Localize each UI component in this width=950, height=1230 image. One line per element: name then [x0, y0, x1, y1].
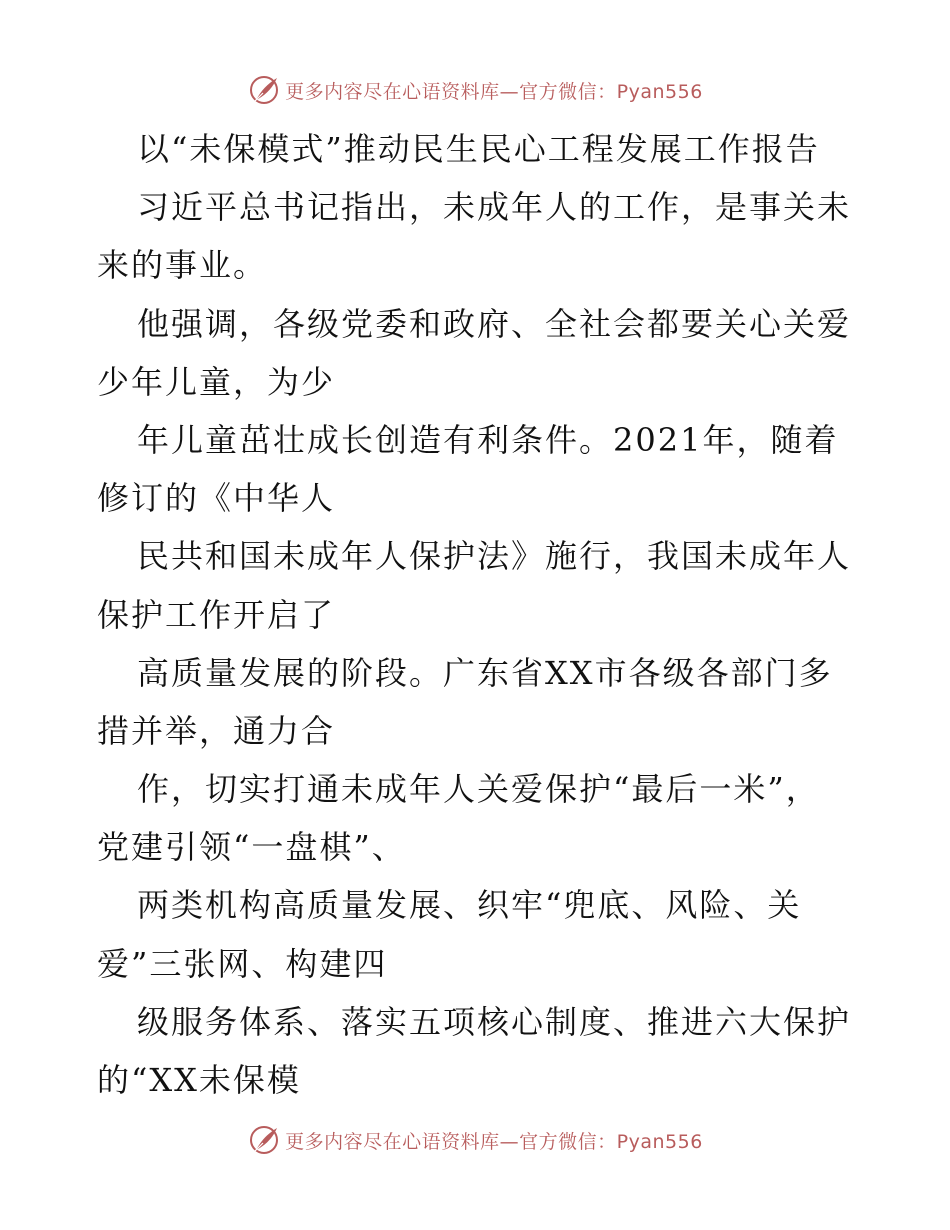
paragraph-line: 修订的《中华人: [97, 479, 336, 518]
paragraph-line: 来的事业。: [97, 246, 268, 285]
paragraph-line: 民共和国未成年人保护法》施行，我国未成年人: [137, 537, 852, 576]
feather-pen-logo-icon: [247, 73, 281, 107]
header-watermark: [0, 72, 950, 108]
paragraph-line: 措并举，通力合: [97, 711, 336, 750]
paragraph-line: 爱”三张网、构建四: [97, 944, 388, 983]
feather-pen-logo-icon: [247, 1123, 281, 1157]
paragraph-line: 的“XX未保模: [97, 1061, 301, 1099]
paragraph-line: 高质量发展的阶段。广东省XX市各级各部门多: [137, 653, 833, 692]
document-title: 以“未保模式”推动民生民心工程发展工作报告: [137, 130, 820, 168]
paragraph-line: 习近平总书记指出，未成年人的工作，是事关未: [137, 188, 852, 227]
paragraph-line: 党建引领“一盘棋”、: [97, 828, 406, 867]
paragraph-line: 级服务体系、落实五项核心制度、推进六大保护: [137, 1002, 852, 1041]
paragraph-line: 保护工作开启了: [97, 595, 336, 634]
watermark-text: 更多内容尽在心语资料库—官方微信：Pyan556: [285, 1130, 703, 1153]
paragraph-line: 作，切实打通未成年人关爱保护“最后一米”，: [137, 770, 820, 809]
paragraph-line: 他强调，各级党委和政府、全社会都要关心关爱: [137, 304, 852, 343]
paragraph-line: 两类机构高质量发展、织牢“兜底、风险、关: [137, 886, 802, 925]
document-body: [97, 120, 857, 1109]
paragraph-line: 少年儿童，为少: [97, 362, 336, 401]
paragraph-line: 年儿童茁壮成长创造有利条件。2021年，随着: [137, 420, 839, 459]
watermark-text: 更多内容尽在心语资料库—官方微信：Pyan556: [285, 80, 703, 103]
footer-watermark: [0, 1122, 950, 1158]
